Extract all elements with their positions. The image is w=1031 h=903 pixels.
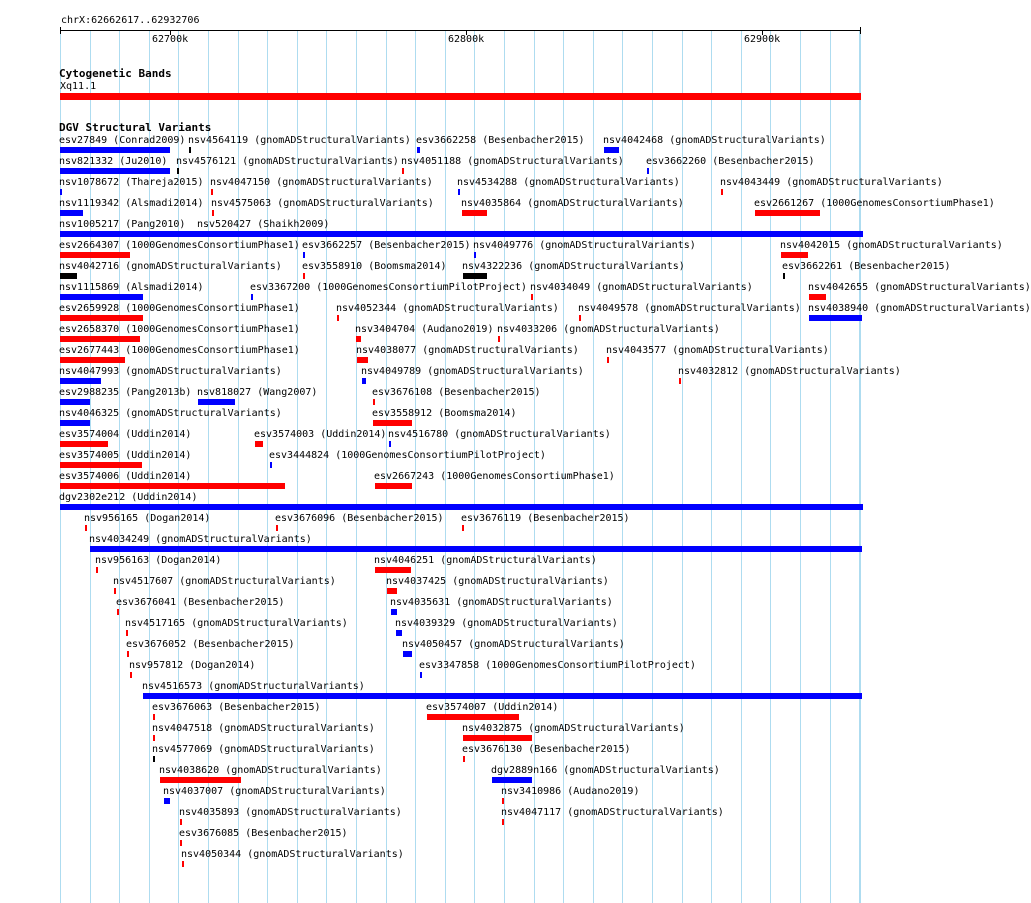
feature-bar-nsv957812[interactable] xyxy=(130,672,132,678)
feature-bar-nsv4046251[interactable] xyxy=(375,567,411,573)
feature-bar-nsv4534288[interactable] xyxy=(458,189,460,195)
feature-label-nsv4046325[interactable]: nsv4046325 (gnomADStructuralVariants) xyxy=(59,408,282,419)
feature-bar-esv3676119[interactable] xyxy=(462,525,464,531)
feature-label-nsv4050344[interactable]: nsv4050344 (gnomADStructuralVariants) xyxy=(181,849,404,860)
feature-bar-nsv956165[interactable] xyxy=(85,525,87,531)
feature-label-esv3574006[interactable]: esv3574006 (Uddin2014) xyxy=(59,471,192,482)
feature-label-nsv4034049[interactable]: nsv4034049 (gnomADStructuralVariants) xyxy=(530,282,753,293)
feature-label-esv3676130[interactable]: esv3676130 (Besenbacher2015) xyxy=(462,744,631,755)
feature-bar-esv3676130[interactable] xyxy=(463,756,465,762)
feature-label-nsv4032875[interactable]: nsv4032875 (gnomADStructuralVariants) xyxy=(462,723,685,734)
feature-bar-esv3574005[interactable] xyxy=(60,462,142,468)
feature-label-esv3676041[interactable]: esv3676041 (Besenbacher2015) xyxy=(116,597,285,608)
feature-bar-esv3347858[interactable] xyxy=(420,672,422,678)
feature-label-esv3558912[interactable]: esv3558912 (Boomsma2014) xyxy=(372,408,517,419)
feature-label-nsv4047993[interactable]: nsv4047993 (gnomADStructuralVariants) xyxy=(59,366,282,377)
feature-label-nsv1119342[interactable]: nsv1119342 (Alsmadi2014) xyxy=(59,198,204,209)
feature-bar-nsv4577069[interactable] xyxy=(153,756,155,762)
feature-bar-esv27849[interactable] xyxy=(60,147,170,153)
dgv-track-title: DGV Structural Variants xyxy=(59,121,212,134)
feature-label-esv3676085[interactable]: esv3676085 (Besenbacher2015) xyxy=(179,828,348,839)
feature-bar-esv2658370[interactable] xyxy=(60,336,140,342)
feature-label-nsv4322236[interactable]: nsv4322236 (gnomADStructuralVariants) xyxy=(462,261,685,272)
feature-label-dgv2889n166[interactable]: dgv2889n166 (gnomADStructuralVariants) xyxy=(491,765,720,776)
feature-label-esv2659928[interactable]: esv2659928 (1000GenomesConsortiumPhase1) xyxy=(59,303,300,314)
feature-label-nsv4047117[interactable]: nsv4047117 (gnomADStructuralVariants) xyxy=(501,807,724,818)
feature-label-nsv4050457[interactable]: nsv4050457 (gnomADStructuralVariants) xyxy=(402,639,625,650)
feature-bar-esv3662258[interactable] xyxy=(417,147,420,153)
feature-bar-esv3444824[interactable] xyxy=(270,462,272,468)
feature-bar-esv3367200[interactable] xyxy=(251,294,253,300)
cytoband-bar[interactable] xyxy=(60,93,861,100)
feature-label-nsv4033206[interactable]: nsv4033206 (gnomADStructuralVariants) xyxy=(497,324,720,335)
feature-label-nsv4534288[interactable]: nsv4534288 (gnomADStructuralVariants) xyxy=(457,177,680,188)
feature-bar-nsv1115869[interactable] xyxy=(60,294,143,300)
gridline xyxy=(830,30,831,903)
gridline xyxy=(860,30,861,903)
feature-bar-esv3676096[interactable] xyxy=(276,525,278,531)
feature-label-nsv821332[interactable]: nsv821332 (Ju2010) xyxy=(59,156,168,167)
feature-bar-nsv4042716[interactable] xyxy=(60,273,77,279)
feature-label-nsv4038620[interactable]: nsv4038620 (gnomADStructuralVariants) xyxy=(159,765,382,776)
feature-bar-nsv4049789[interactable] xyxy=(362,378,366,384)
feature-bar-nsv821332[interactable] xyxy=(60,168,170,174)
ruler-position-label: chrX:62662617..62932706 xyxy=(61,15,200,26)
feature-label-nsv4516780[interactable]: nsv4516780 (gnomADStructuralVariants) xyxy=(388,429,611,440)
feature-bar-nsv4322236[interactable] xyxy=(463,273,487,279)
feature-bar-nsv4037425[interactable] xyxy=(387,588,397,594)
feature-bar-nsv4043577[interactable] xyxy=(607,357,609,363)
feature-label-nsv4576121[interactable]: nsv4576121 (gnomADStructuralVariants) xyxy=(176,156,399,167)
feature-label-nsv4575063[interactable]: nsv4575063 (gnomADStructuralVariants) xyxy=(211,198,434,209)
feature-label-esv27849[interactable]: esv27849 (Conrad2009) xyxy=(59,135,186,146)
ruler-right-end-tick xyxy=(860,27,861,34)
feature-bar-nsv4050344[interactable] xyxy=(182,861,184,867)
ruler-left-end-tick xyxy=(60,27,61,34)
ruler-tick-label: 62900k xyxy=(744,34,781,45)
feature-label-esv3574005[interactable]: esv3574005 (Uddin2014) xyxy=(59,450,192,461)
feature-bar-esv3574006[interactable] xyxy=(60,483,285,489)
feature-bar-esv3676063[interactable] xyxy=(153,714,155,720)
feature-bar-nsv4038077[interactable] xyxy=(357,357,368,363)
feature-label-nsv957812[interactable]: nsv957812 (Dogan2014) xyxy=(129,660,256,671)
feature-label-nsv4564119[interactable]: nsv4564119 (gnomADStructuralVariants) xyxy=(188,135,411,146)
feature-label-esv2667243[interactable]: esv2667243 (1000GenomesConsortiumPhase1) xyxy=(374,471,615,482)
feature-bar-nsv4034249[interactable] xyxy=(90,546,862,552)
feature-label-esv3662257[interactable]: esv3662257 (Besenbacher2015) xyxy=(302,240,471,251)
feature-label-nsv520427[interactable]: nsv520427 (Shaikh2009) xyxy=(197,219,330,230)
feature-label-esv3662260[interactable]: esv3662260 (Besenbacher2015) xyxy=(646,156,815,167)
feature-bar-nsv4032875[interactable] xyxy=(463,735,532,741)
feature-bar-nsv520427[interactable] xyxy=(198,231,862,237)
feature-bar-nsv4051188[interactable] xyxy=(402,168,404,174)
feature-label-nsv4038077[interactable]: nsv4038077 (gnomADStructuralVariants) xyxy=(356,345,579,356)
feature-label-nsv818027[interactable]: nsv818027 (Wang2007) xyxy=(197,387,318,398)
feature-bar-dgv2302e212[interactable] xyxy=(60,504,863,510)
feature-label-nsv4034249[interactable]: nsv4034249 (gnomADStructuralVariants) xyxy=(89,534,312,545)
feature-label-esv3662258[interactable]: esv3662258 (Besenbacher2015) xyxy=(416,135,585,146)
feature-label-esv3574004[interactable]: esv3574004 (Uddin2014) xyxy=(59,429,192,440)
feature-bar-nsv4516780[interactable] xyxy=(389,441,391,447)
feature-label-nsv4051188[interactable]: nsv4051188 (gnomADStructuralVariants) xyxy=(401,156,624,167)
feature-label-nsv4049578[interactable]: nsv4049578 (gnomADStructuralVariants) xyxy=(578,303,801,314)
feature-bar-nsv4047518[interactable] xyxy=(153,735,155,741)
feature-bar-esv2988235[interactable] xyxy=(60,399,90,405)
feature-label-nsv4517165[interactable]: nsv4517165 (gnomADStructuralVariants) xyxy=(125,618,348,629)
feature-bar-nsv4047150[interactable] xyxy=(211,189,213,195)
feature-label-nsv4035893[interactable]: nsv4035893 (gnomADStructuralVariants) xyxy=(179,807,402,818)
feature-label-nsv4039329[interactable]: nsv4039329 (gnomADStructuralVariants) xyxy=(395,618,618,629)
feature-bar-nsv1119342[interactable] xyxy=(60,210,83,216)
feature-bar-nsv4049776[interactable] xyxy=(474,252,476,258)
feature-label-esv3676119[interactable]: esv3676119 (Besenbacher2015) xyxy=(461,513,630,524)
feature-label-nsv4052344[interactable]: nsv4052344 (gnomADStructuralVariants) xyxy=(336,303,559,314)
feature-label-nsv3404704[interactable]: nsv3404704 (Audano2019) xyxy=(355,324,494,335)
feature-label-nsv4047518[interactable]: nsv4047518 (gnomADStructuralVariants) xyxy=(152,723,375,734)
feature-bar-nsv4516573[interactable] xyxy=(143,693,862,699)
feature-bar-esv2667243[interactable] xyxy=(375,483,412,489)
feature-label-nsv956163[interactable]: nsv956163 (Dogan2014) xyxy=(95,555,222,566)
feature-bar-nsv4035631[interactable] xyxy=(391,609,397,615)
feature-bar-nsv4047117[interactable] xyxy=(502,819,504,825)
feature-bar-nsv4038940[interactable] xyxy=(809,315,862,321)
feature-bar-esv3662261[interactable] xyxy=(783,273,785,279)
feature-bar-nsv4046325[interactable] xyxy=(60,420,90,426)
feature-label-esv3676096[interactable]: esv3676096 (Besenbacher2015) xyxy=(275,513,444,524)
feature-bar-nsv3410986[interactable] xyxy=(502,798,504,804)
feature-label-nsv4042015[interactable]: nsv4042015 (gnomADStructuralVariants) xyxy=(780,240,1003,251)
feature-label-nsv1115869[interactable]: nsv1115869 (Alsmadi2014) xyxy=(59,282,204,293)
feature-bar-nsv4037007[interactable] xyxy=(164,798,170,804)
feature-label-nsv4042655[interactable]: nsv4042655 (gnomADStructuralVariants) xyxy=(808,282,1031,293)
feature-bar-esv3676085[interactable] xyxy=(180,840,182,846)
feature-bar-nsv4038620[interactable] xyxy=(160,777,241,783)
feature-bar-nsv4047993[interactable] xyxy=(60,378,101,384)
feature-label-esv3558910[interactable]: esv3558910 (Boomsma2014) xyxy=(302,261,447,272)
feature-bar-nsv4517165[interactable] xyxy=(126,630,128,636)
feature-bar-nsv4032812[interactable] xyxy=(679,378,681,384)
feature-label-nsv4043577[interactable]: nsv4043577 (gnomADStructuralVariants) xyxy=(606,345,829,356)
feature-label-esv3676052[interactable]: esv3676052 (Besenbacher2015) xyxy=(126,639,295,650)
feature-label-nsv4516573[interactable]: nsv4516573 (gnomADStructuralVariants) xyxy=(142,681,365,692)
feature-bar-nsv4035864[interactable] xyxy=(462,210,487,216)
feature-label-nsv956165[interactable]: nsv956165 (Dogan2014) xyxy=(84,513,211,524)
feature-bar-esv3574004[interactable] xyxy=(60,441,108,447)
feature-bar-esv3558910[interactable] xyxy=(303,273,305,279)
feature-label-esv2661267[interactable]: esv2661267 (1000GenomesConsortiumPhase1) xyxy=(754,198,995,209)
feature-bar-nsv4564119[interactable] xyxy=(189,147,191,153)
ruler-axis-line xyxy=(60,30,861,31)
feature-label-esv3574003[interactable]: esv3574003 (Uddin2014) xyxy=(254,429,387,440)
feature-bar-nsv956163[interactable] xyxy=(96,567,98,573)
ruler-tick-label: 62700k xyxy=(152,34,189,45)
feature-bar-esv3574003[interactable] xyxy=(255,441,263,447)
cytoband-track-title: Cytogenetic Bands xyxy=(59,67,172,80)
feature-label-nsv4043449[interactable]: nsv4043449 (gnomADStructuralVariants) xyxy=(720,177,943,188)
feature-bar-nsv4033206[interactable] xyxy=(498,336,500,342)
feature-label-nsv1005217[interactable]: nsv1005217 (Pang2010) xyxy=(59,219,186,230)
feature-label-esv2664307[interactable]: esv2664307 (1000GenomesConsortiumPhase1) xyxy=(59,240,300,251)
feature-bar-nsv4042468[interactable] xyxy=(604,147,619,153)
feature-label-esv3676063[interactable]: esv3676063 (Besenbacher2015) xyxy=(152,702,321,713)
feature-bar-nsv818027[interactable] xyxy=(198,399,235,405)
feature-label-esv3444824[interactable]: esv3444824 (1000GenomesConsortiumPilotProject) xyxy=(269,450,546,461)
feature-label-nsv4042468[interactable]: nsv4042468 (gnomADStructuralVariants) xyxy=(603,135,826,146)
feature-label-nsv4049789[interactable]: nsv4049789 (gnomADStructuralVariants) xyxy=(361,366,584,377)
feature-label-esv3676108[interactable]: esv3676108 (Besenbacher2015) xyxy=(372,387,541,398)
feature-bar-esv3574007[interactable] xyxy=(427,714,519,720)
feature-label-nsv4577069[interactable]: nsv4577069 (gnomADStructuralVariants) xyxy=(152,744,375,755)
feature-label-nsv4046251[interactable]: nsv4046251 (gnomADStructuralVariants) xyxy=(374,555,597,566)
feature-label-esv3662261[interactable]: esv3662261 (Besenbacher2015) xyxy=(782,261,951,272)
feature-label-esv3347858[interactable]: esv3347858 (1000GenomesConsortiumPilotProject) xyxy=(419,660,696,671)
feature-bar-esv3676052[interactable] xyxy=(127,651,129,657)
feature-label-nsv4037425[interactable]: nsv4037425 (gnomADStructuralVariants) xyxy=(386,576,609,587)
feature-bar-nsv4576121[interactable] xyxy=(177,168,179,174)
feature-label-nsv4049776[interactable]: nsv4049776 (gnomADStructuralVariants) xyxy=(473,240,696,251)
feature-bar-nsv1078672[interactable] xyxy=(60,189,62,195)
feature-bar-nsv4035893[interactable] xyxy=(180,819,182,825)
feature-label-nsv4037007[interactable]: nsv4037007 (gnomADStructuralVariants) xyxy=(163,786,386,797)
feature-label-esv3367200[interactable]: esv3367200 (1000GenomesConsortiumPilotProject) xyxy=(250,282,527,293)
feature-label-nsv4035864[interactable]: nsv4035864 (gnomADStructuralVariants) xyxy=(461,198,684,209)
feature-label-nsv4032812[interactable]: nsv4032812 (gnomADStructuralVariants) xyxy=(678,366,901,377)
feature-bar-esv2661267[interactable] xyxy=(755,210,820,216)
feature-bar-esv3676041[interactable] xyxy=(117,609,119,615)
feature-label-dgv2302e212[interactable]: dgv2302e212 (Uddin2014) xyxy=(59,492,198,503)
feature-bar-esv2659928[interactable] xyxy=(60,315,143,321)
feature-bar-esv3558912[interactable] xyxy=(373,420,412,426)
feature-bar-nsv3404704[interactable] xyxy=(356,336,361,342)
feature-bar-esv2664307[interactable] xyxy=(60,252,130,258)
feature-bar-nsv4034049[interactable] xyxy=(531,294,533,300)
feature-label-nsv4042716[interactable]: nsv4042716 (gnomADStructuralVariants) xyxy=(59,261,282,272)
feature-bar-nsv4050457[interactable] xyxy=(403,651,412,657)
feature-bar-nsv4043449[interactable] xyxy=(721,189,723,195)
feature-bar-nsv4042655[interactable] xyxy=(809,294,826,300)
feature-label-nsv3410986[interactable]: nsv3410986 (Audano2019) xyxy=(501,786,640,797)
feature-bar-nsv4039329[interactable] xyxy=(396,630,402,636)
feature-label-nsv4035631[interactable]: nsv4035631 (gnomADStructuralVariants) xyxy=(390,597,613,608)
feature-label-esv2677443[interactable]: esv2677443 (1000GenomesConsortiumPhase1) xyxy=(59,345,300,356)
feature-label-nsv4517607[interactable]: nsv4517607 (gnomADStructuralVariants) xyxy=(113,576,336,587)
cytoband-label[interactable]: Xq11.1 xyxy=(60,81,97,92)
feature-bar-nsv4052344[interactable] xyxy=(337,315,339,321)
feature-bar-nsv4575063[interactable] xyxy=(212,210,214,216)
feature-label-nsv1078672[interactable]: nsv1078672 (Thareja2015) xyxy=(59,177,204,188)
feature-label-nsv4038940[interactable]: nsv4038940 (gnomADStructuralVariants) xyxy=(808,303,1031,314)
feature-bar-esv2677443[interactable] xyxy=(60,357,125,363)
feature-label-esv2988235[interactable]: esv2988235 (Pang2013b) xyxy=(59,387,192,398)
feature-bar-esv3676108[interactable] xyxy=(373,399,375,405)
feature-bar-esv3662260[interactable] xyxy=(647,168,649,174)
feature-label-esv3574007[interactable]: esv3574007 (Uddin2014) xyxy=(426,702,559,713)
feature-bar-nsv4042015[interactable] xyxy=(781,252,808,258)
ruler-tick-label: 62800k xyxy=(448,34,485,45)
feature-label-nsv4047150[interactable]: nsv4047150 (gnomADStructuralVariants) xyxy=(210,177,433,188)
feature-bar-nsv4517607[interactable] xyxy=(114,588,116,594)
feature-bar-nsv4049578[interactable] xyxy=(579,315,581,321)
feature-bar-dgv2889n166[interactable] xyxy=(492,777,532,783)
feature-label-esv2658370[interactable]: esv2658370 (1000GenomesConsortiumPhase1) xyxy=(59,324,300,335)
feature-bar-esv3662257[interactable] xyxy=(303,252,305,258)
